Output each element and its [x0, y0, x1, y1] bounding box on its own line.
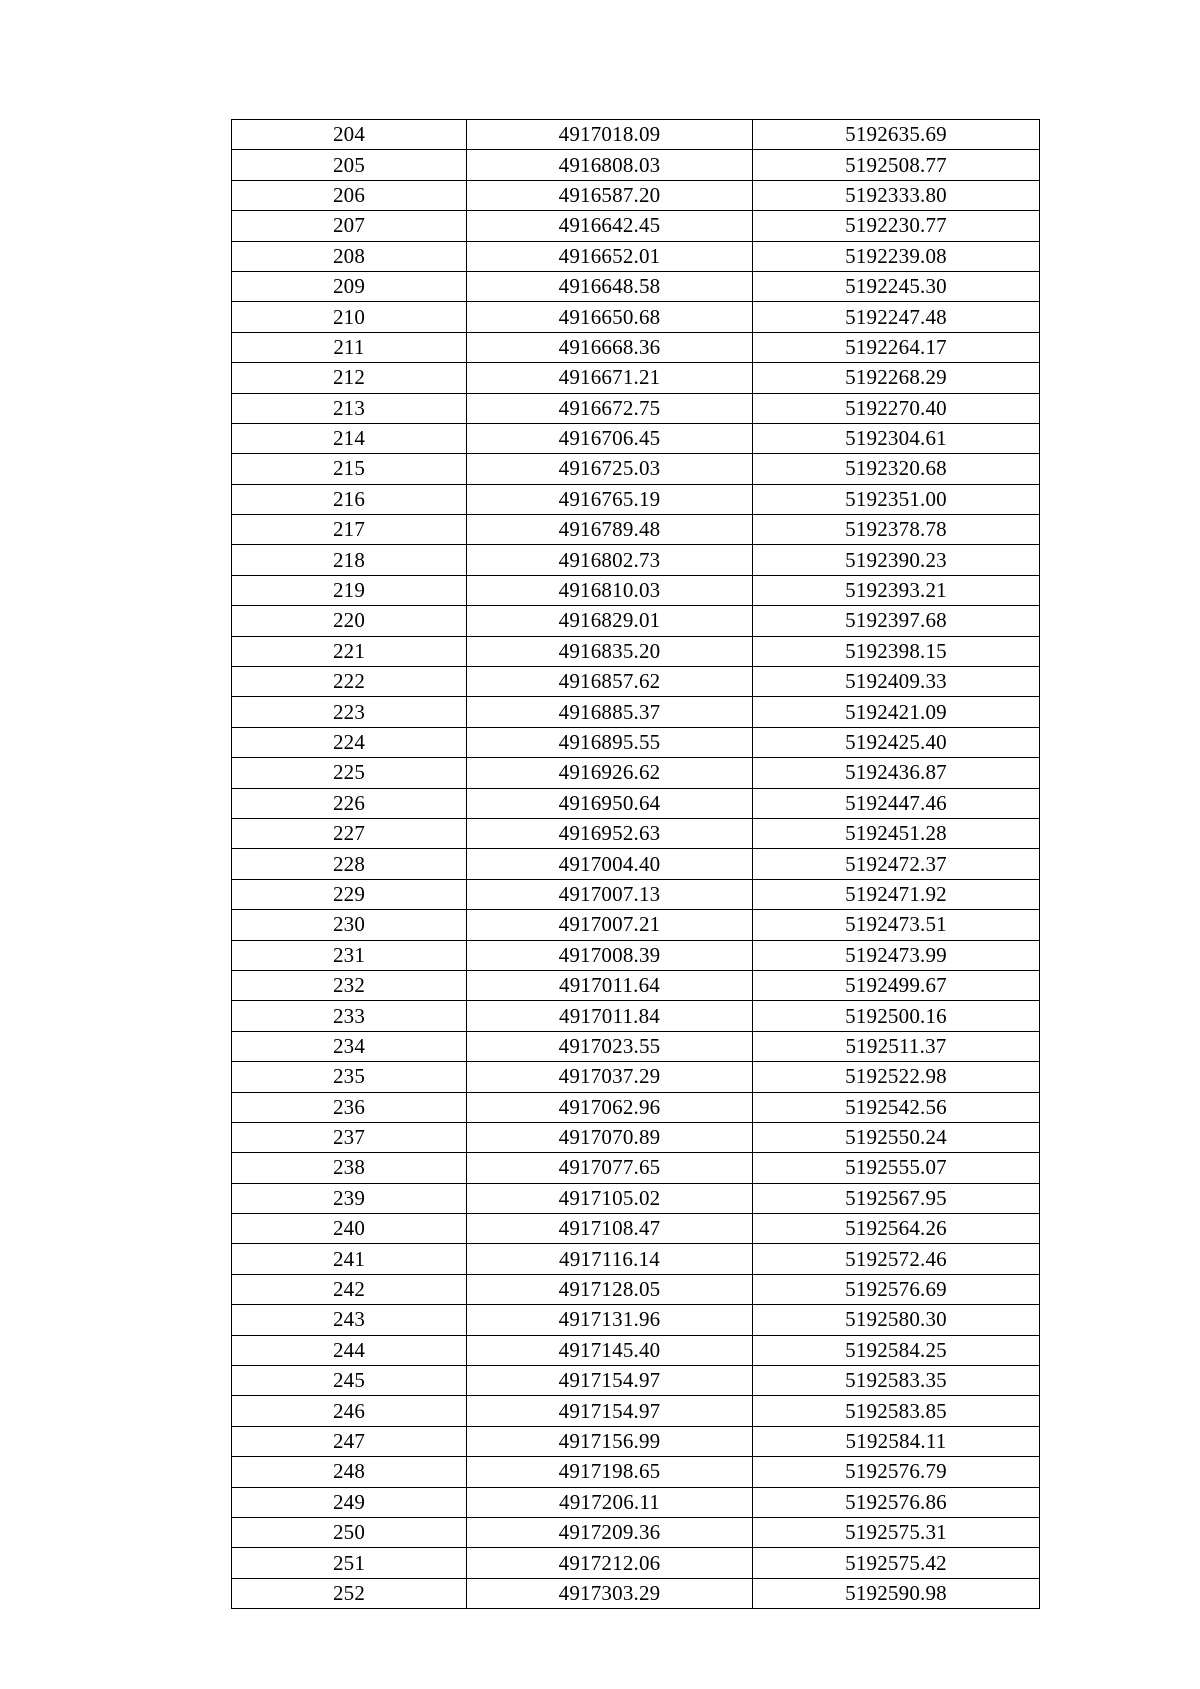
table-row	[232, 1092, 1040, 1122]
point-number-cell: 215	[232, 454, 467, 484]
table-row	[232, 727, 1040, 757]
table-row	[232, 1426, 1040, 1456]
y-coordinate-cell: 5192590.98	[753, 1578, 1040, 1608]
point-number-cell: 239	[232, 1183, 467, 1213]
y-coordinate-cell: 5192572.46	[753, 1244, 1040, 1274]
y-coordinate-cell: 5192397.68	[753, 606, 1040, 636]
y-coordinate-cell: 5192409.33	[753, 667, 1040, 697]
point-number-cell: 226	[232, 788, 467, 818]
point-number-cell: 229	[232, 879, 467, 909]
x-coordinate-cell: 4917108.47	[467, 1214, 753, 1244]
x-coordinate-cell: 4916895.55	[467, 727, 753, 757]
table-row	[232, 271, 1040, 301]
point-number-cell: 204	[232, 120, 467, 150]
table-row	[232, 1578, 1040, 1608]
y-coordinate-cell: 5192522.98	[753, 1062, 1040, 1092]
table-row	[232, 150, 1040, 180]
y-coordinate-cell: 5192584.11	[753, 1426, 1040, 1456]
table-row	[232, 940, 1040, 970]
table-row	[232, 910, 1040, 940]
table-row	[232, 120, 1040, 150]
point-number-cell: 235	[232, 1062, 467, 1092]
x-coordinate-cell: 4917128.05	[467, 1274, 753, 1304]
x-coordinate-cell: 4916829.01	[467, 606, 753, 636]
y-coordinate-cell: 5192499.67	[753, 970, 1040, 1000]
point-number-cell: 232	[232, 970, 467, 1000]
y-coordinate-cell: 5192576.69	[753, 1274, 1040, 1304]
x-coordinate-cell: 4917011.64	[467, 970, 753, 1000]
x-coordinate-cell: 4917145.40	[467, 1335, 753, 1365]
point-number-cell: 222	[232, 667, 467, 697]
table-row	[232, 1548, 1040, 1578]
x-coordinate-cell: 4916808.03	[467, 150, 753, 180]
y-coordinate-cell: 5192564.26	[753, 1214, 1040, 1244]
point-number-cell: 236	[232, 1092, 467, 1122]
y-coordinate-cell: 5192584.25	[753, 1335, 1040, 1365]
y-coordinate-cell: 5192472.37	[753, 849, 1040, 879]
table-row	[232, 1244, 1040, 1274]
point-number-cell: 221	[232, 636, 467, 666]
x-coordinate-cell: 4917206.11	[467, 1487, 753, 1517]
table-row	[232, 423, 1040, 453]
point-number-cell: 248	[232, 1457, 467, 1487]
point-number-cell: 208	[232, 241, 467, 271]
x-coordinate-cell: 4917008.39	[467, 940, 753, 970]
y-coordinate-cell: 5192500.16	[753, 1001, 1040, 1031]
point-number-cell: 228	[232, 849, 467, 879]
point-number-cell: 230	[232, 910, 467, 940]
point-number-cell: 233	[232, 1001, 467, 1031]
y-coordinate-cell: 5192264.17	[753, 332, 1040, 362]
table-row	[232, 241, 1040, 271]
x-coordinate-cell: 4917212.06	[467, 1548, 753, 1578]
y-coordinate-cell: 5192635.69	[753, 120, 1040, 150]
table-row	[232, 515, 1040, 545]
x-coordinate-cell: 4916802.73	[467, 545, 753, 575]
point-number-cell: 243	[232, 1305, 467, 1335]
y-coordinate-cell: 5192398.15	[753, 636, 1040, 666]
y-coordinate-cell: 5192575.42	[753, 1548, 1040, 1578]
point-number-cell: 220	[232, 606, 467, 636]
point-number-cell: 223	[232, 697, 467, 727]
y-coordinate-cell: 5192393.21	[753, 575, 1040, 605]
y-coordinate-cell: 5192378.78	[753, 515, 1040, 545]
table-row	[232, 970, 1040, 1000]
x-coordinate-cell: 4917156.99	[467, 1426, 753, 1456]
table-row	[232, 484, 1040, 514]
x-coordinate-cell: 4916857.62	[467, 667, 753, 697]
y-coordinate-cell: 5192542.56	[753, 1092, 1040, 1122]
table-row	[232, 1305, 1040, 1335]
x-coordinate-cell: 4916650.68	[467, 302, 753, 332]
x-coordinate-cell: 4916952.63	[467, 818, 753, 848]
table-row	[232, 180, 1040, 210]
y-coordinate-cell: 5192471.92	[753, 879, 1040, 909]
x-coordinate-cell: 4916765.19	[467, 484, 753, 514]
point-number-cell: 213	[232, 393, 467, 423]
x-coordinate-cell: 4916810.03	[467, 575, 753, 605]
y-coordinate-cell: 5192421.09	[753, 697, 1040, 727]
point-number-cell: 231	[232, 940, 467, 970]
y-coordinate-cell: 5192575.31	[753, 1517, 1040, 1547]
table-body	[232, 120, 1040, 1609]
y-coordinate-cell: 5192583.85	[753, 1396, 1040, 1426]
x-coordinate-cell: 4917011.84	[467, 1001, 753, 1031]
y-coordinate-cell: 5192576.86	[753, 1487, 1040, 1517]
x-coordinate-cell: 4916835.20	[467, 636, 753, 666]
x-coordinate-cell: 4917018.09	[467, 120, 753, 150]
x-coordinate-cell: 4917070.89	[467, 1122, 753, 1152]
y-coordinate-cell: 5192576.79	[753, 1457, 1040, 1487]
point-number-cell: 249	[232, 1487, 467, 1517]
table-row	[232, 454, 1040, 484]
y-coordinate-cell: 5192580.30	[753, 1305, 1040, 1335]
coordinate-table	[231, 119, 1040, 1609]
point-number-cell: 216	[232, 484, 467, 514]
x-coordinate-cell: 4917004.40	[467, 849, 753, 879]
point-number-cell: 217	[232, 515, 467, 545]
table-row	[232, 879, 1040, 909]
y-coordinate-cell: 5192508.77	[753, 150, 1040, 180]
table-row	[232, 1396, 1040, 1426]
y-coordinate-cell: 5192436.87	[753, 758, 1040, 788]
point-number-cell: 237	[232, 1122, 467, 1152]
x-coordinate-cell: 4917105.02	[467, 1183, 753, 1213]
y-coordinate-cell: 5192511.37	[753, 1031, 1040, 1061]
x-coordinate-cell: 4916671.21	[467, 363, 753, 393]
x-coordinate-cell: 4917007.13	[467, 879, 753, 909]
table-row	[232, 1001, 1040, 1031]
point-number-cell: 206	[232, 180, 467, 210]
x-coordinate-cell: 4916789.48	[467, 515, 753, 545]
y-coordinate-cell: 5192473.51	[753, 910, 1040, 940]
x-coordinate-cell: 4916672.75	[467, 393, 753, 423]
point-number-cell: 212	[232, 363, 467, 393]
y-coordinate-cell: 5192555.07	[753, 1153, 1040, 1183]
x-coordinate-cell: 4916950.64	[467, 788, 753, 818]
x-coordinate-cell: 4917198.65	[467, 1457, 753, 1487]
table-row	[232, 1153, 1040, 1183]
point-number-cell: 227	[232, 818, 467, 848]
y-coordinate-cell: 5192447.46	[753, 788, 1040, 818]
point-number-cell: 247	[232, 1426, 467, 1456]
table-row	[232, 575, 1040, 605]
point-number-cell: 207	[232, 211, 467, 241]
table-row	[232, 697, 1040, 727]
table-row	[232, 1274, 1040, 1304]
point-number-cell: 205	[232, 150, 467, 180]
table-row	[232, 1183, 1040, 1213]
x-coordinate-cell: 4916885.37	[467, 697, 753, 727]
point-number-cell: 242	[232, 1274, 467, 1304]
x-coordinate-cell: 4917154.97	[467, 1366, 753, 1396]
table-row	[232, 393, 1040, 423]
table-row	[232, 818, 1040, 848]
table-row	[232, 1487, 1040, 1517]
x-coordinate-cell: 4917062.96	[467, 1092, 753, 1122]
x-coordinate-cell: 4916668.36	[467, 332, 753, 362]
y-coordinate-cell: 5192583.35	[753, 1366, 1040, 1396]
x-coordinate-cell: 4917007.21	[467, 910, 753, 940]
table-row	[232, 788, 1040, 818]
point-number-cell: 238	[232, 1153, 467, 1183]
table-row	[232, 606, 1040, 636]
point-number-cell: 252	[232, 1578, 467, 1608]
point-number-cell: 251	[232, 1548, 467, 1578]
point-number-cell: 224	[232, 727, 467, 757]
table-row	[232, 667, 1040, 697]
point-number-cell: 210	[232, 302, 467, 332]
table-row	[232, 1062, 1040, 1092]
point-number-cell: 245	[232, 1366, 467, 1396]
table-row	[232, 1214, 1040, 1244]
x-coordinate-cell: 4916652.01	[467, 241, 753, 271]
point-number-cell: 209	[232, 271, 467, 301]
table-row	[232, 1457, 1040, 1487]
table-row	[232, 1031, 1040, 1061]
table-row	[232, 545, 1040, 575]
x-coordinate-cell: 4917303.29	[467, 1578, 753, 1608]
point-number-cell: 225	[232, 758, 467, 788]
x-coordinate-cell: 4916648.58	[467, 271, 753, 301]
x-coordinate-cell: 4917154.97	[467, 1396, 753, 1426]
y-coordinate-cell: 5192567.95	[753, 1183, 1040, 1213]
x-coordinate-cell: 4917023.55	[467, 1031, 753, 1061]
y-coordinate-cell: 5192333.80	[753, 180, 1040, 210]
table-row	[232, 1335, 1040, 1365]
table-row	[232, 636, 1040, 666]
y-coordinate-cell: 5192270.40	[753, 393, 1040, 423]
point-number-cell: 246	[232, 1396, 467, 1426]
x-coordinate-cell: 4917209.36	[467, 1517, 753, 1547]
y-coordinate-cell: 5192247.48	[753, 302, 1040, 332]
y-coordinate-cell: 5192239.08	[753, 241, 1040, 271]
y-coordinate-cell: 5192268.29	[753, 363, 1040, 393]
point-number-cell: 250	[232, 1517, 467, 1547]
x-coordinate-cell: 4917131.96	[467, 1305, 753, 1335]
x-coordinate-cell: 4917037.29	[467, 1062, 753, 1092]
y-coordinate-cell: 5192473.99	[753, 940, 1040, 970]
y-coordinate-cell: 5192230.77	[753, 211, 1040, 241]
table-row	[232, 211, 1040, 241]
y-coordinate-cell: 5192390.23	[753, 545, 1040, 575]
table-row	[232, 332, 1040, 362]
y-coordinate-cell: 5192304.61	[753, 423, 1040, 453]
x-coordinate-cell: 4917077.65	[467, 1153, 753, 1183]
x-coordinate-cell: 4916587.20	[467, 180, 753, 210]
table-row	[232, 1517, 1040, 1547]
point-number-cell: 244	[232, 1335, 467, 1365]
point-number-cell: 240	[232, 1214, 467, 1244]
table-row	[232, 758, 1040, 788]
x-coordinate-cell: 4916642.45	[467, 211, 753, 241]
y-coordinate-cell: 5192425.40	[753, 727, 1040, 757]
y-coordinate-cell: 5192245.30	[753, 271, 1040, 301]
x-coordinate-cell: 4917116.14	[467, 1244, 753, 1274]
table-row	[232, 302, 1040, 332]
y-coordinate-cell: 5192550.24	[753, 1122, 1040, 1152]
y-coordinate-cell: 5192451.28	[753, 818, 1040, 848]
point-number-cell: 218	[232, 545, 467, 575]
point-number-cell: 241	[232, 1244, 467, 1274]
y-coordinate-cell: 5192351.00	[753, 484, 1040, 514]
table-row	[232, 1366, 1040, 1396]
table-row	[232, 1122, 1040, 1152]
x-coordinate-cell: 4916926.62	[467, 758, 753, 788]
x-coordinate-cell: 4916725.03	[467, 454, 753, 484]
table-row	[232, 363, 1040, 393]
point-number-cell: 214	[232, 423, 467, 453]
y-coordinate-cell: 5192320.68	[753, 454, 1040, 484]
point-number-cell: 234	[232, 1031, 467, 1061]
point-number-cell: 219	[232, 575, 467, 605]
point-number-cell: 211	[232, 332, 467, 362]
x-coordinate-cell: 4916706.45	[467, 423, 753, 453]
table-row	[232, 849, 1040, 879]
